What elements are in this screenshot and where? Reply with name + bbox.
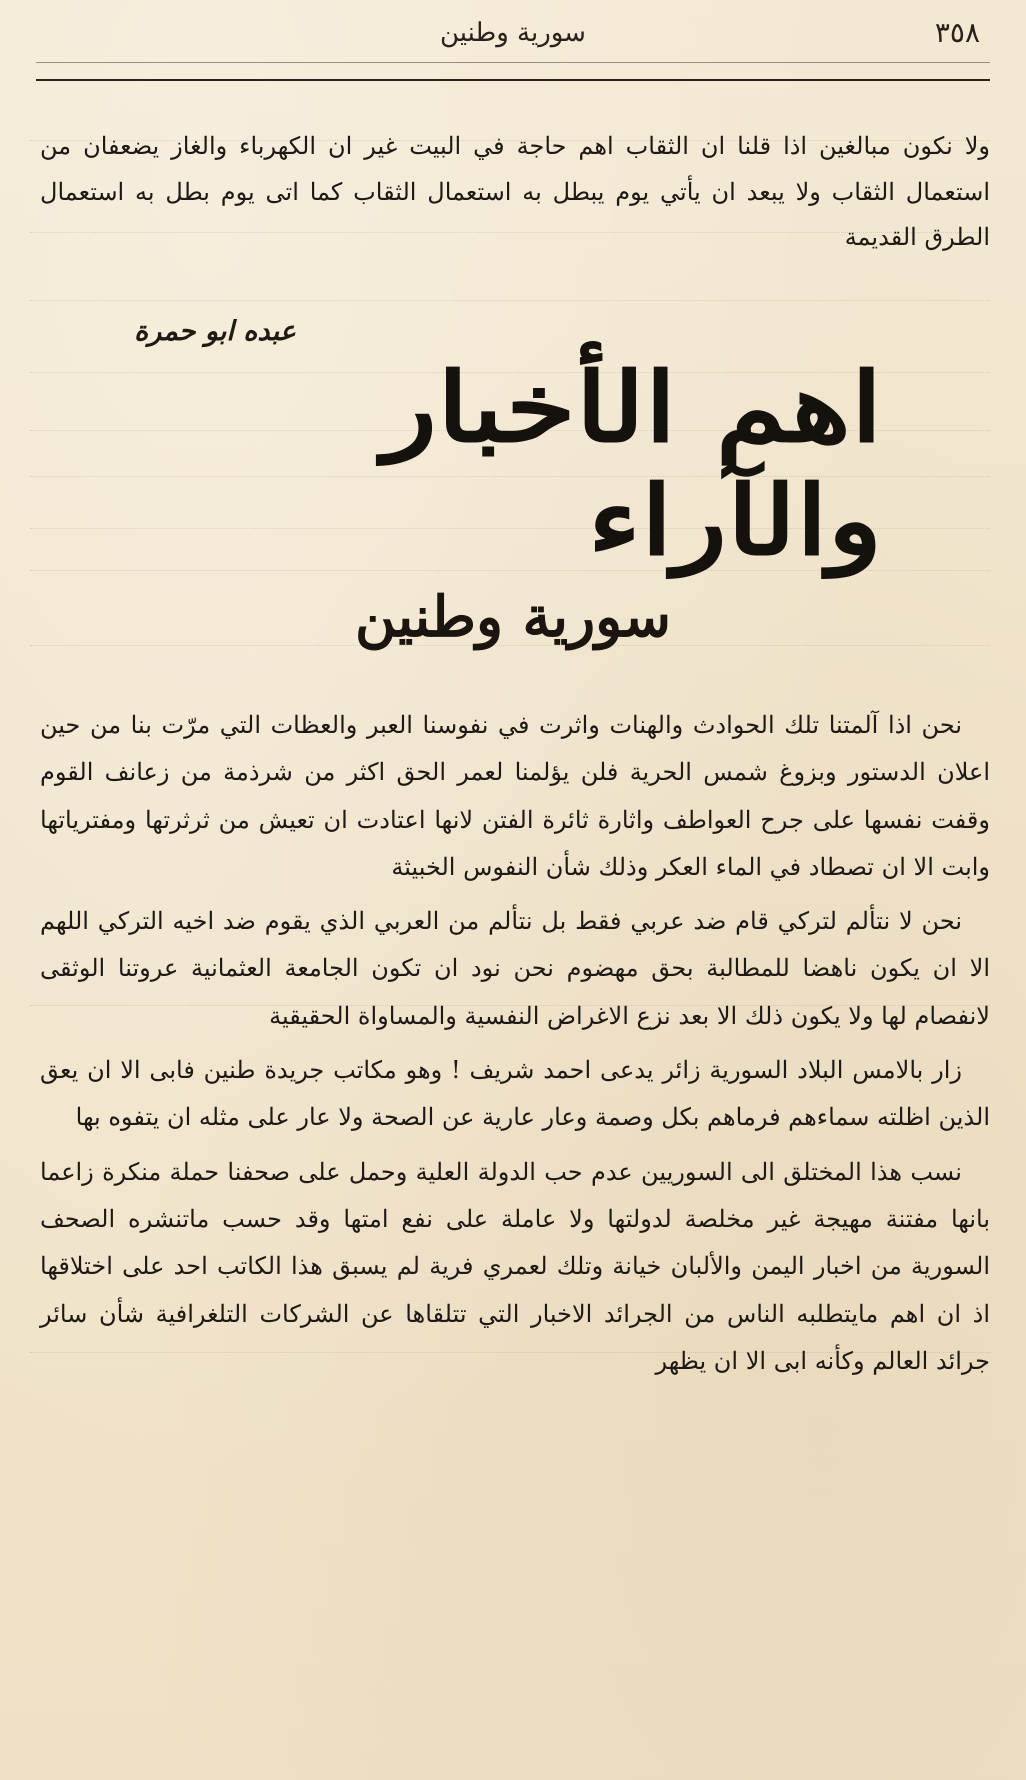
header-rule-thick [36,79,990,81]
page-header [36,10,990,64]
article-paragraph: زار بالامس البلاد السورية زائر يدعى احمد شريف ! وهو مكاتب جريدة طنين فابى الا ان يعق الذين اظلته سماءهم فرماهم بكل وصمة وعار عارية عن الصحة ولا عار على مثله ان يتفوه بها [40,1056,990,1132]
article-body [40,702,990,1392]
intro-paragraph: ولا نكون مبالغين اذا قلنا ان الثقاب اهم حاجة في البيت غير ان الكهرباء والغاز يضعفان من استعمال الثقاب ولا يبعد ان يأتي يوم يبطل به استعمال الثقاب كما اتى يوم بطل به استعمال الطرق القديمة [40,132,990,251]
article-paragraph: نحن لا نتألم لتركي قام ضد عربي فقط بل نتألم من العربي الذي يقوم ضد اخيه التركي اللهم الا ان يكون ناهضا للمطالبة بحق مهضوم نحن نود ان تكون الجامعة العثمانية عروتنا الوثقى لانفصام لها ولا يكون ذلك الا بعد نزع الاغراض النفسية والمساواة الحقيقية [40,907,990,1030]
header-rule-thin [36,62,990,63]
article-paragraph: نسب هذا المختلق الى السوريين عدم حب الدولة العلية وحمل على صحفنا حملة منكرة زاعما بانها مفتنة مهيجة غير مخلصة لدولتها ولا عاملة على نفع امتها وقد حسب ماتنشره الصحف السورية من اخبار اليمن والألبان خيانة وتلك لعمري فرية لم يسبق هذا الكاتب احد على اختلاقها اذ ان اهم مايتطلبه الناس من الجرائد الاخبار التي تتلقاها عن الشركات التلغرافية شأن سائر جرائد العالم وكأنه ابى الا ان يظهر [40,1157,991,1375]
page-number: ٣٥٨ [934,16,980,49]
running-title: سورية وطنين [440,18,586,48]
section-heading: اهم الأخبار والآراء [382,351,883,577]
bleed-through-line [30,300,990,302]
author-signature: عبده ابو حمرة [134,316,296,347]
article-title: سورية وطنين [354,584,672,650]
article-paragraph: نحن اذا آلمتنا تلك الحوادث والهنات واثرت في نفوسنا العبر والعظات التي مرّت بنا من حين اعلان الدستور وبزوغ شمس الحرية فلن يؤلمنا لعمر الحق اكثر من شرذمة من زعانف القوم وقفت نفسها على جرح العواطف واثارة ثائرة الفتن لانها اعتادت ان تعيش من ثرثرتها ومفترياتها وابت الا ان تصطاد في الماء العكر وذلك شأن النفوس الخبيثة [40,711,990,881]
